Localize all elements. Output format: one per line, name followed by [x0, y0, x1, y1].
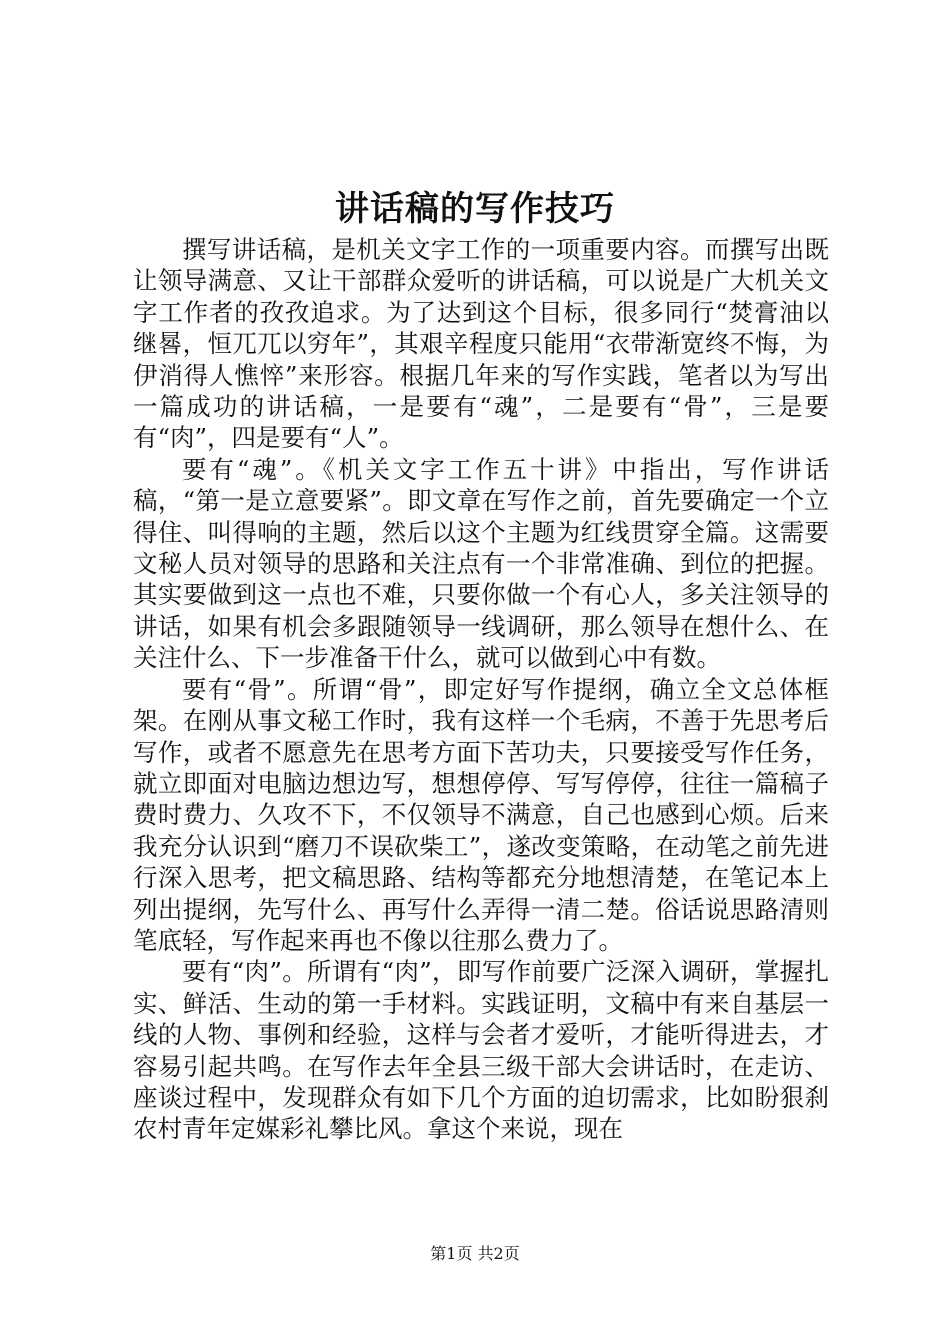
page-number-footer: 第1页 共2页 [430, 1244, 520, 1263]
paragraph-flesh: 要有“肉”。所谓有“肉”，即写作前要广泛深入调研，掌握扎实、鲜活、生动的第一手材料。实践证明，文稿中有来自基层一线的人物、事例和经验，这样与会者才爱听，才能听得进去，才容易引起共鸣。在写作去年全县三级干部大会讲话时，在走访、座谈过程中，发现群众有如下几个方面的迫切需求，比如盼狠刹农村青年定媒彩礼攀比风。拿这个来说，现在 [133, 957, 829, 1144]
document-title: 讲话稿的写作技巧 [335, 189, 615, 229]
paragraph-soul: 要有“魂”。《机关文字工作五十讲》中指出，写作讲话稿，“第一是立意要紧”。即文章在写作之前，首先要确定一个立得住、叫得响的主题，然后以这个主题为红线贯穿全篇。这需要文秘人员对领导的思路和关注点有一个非常准确、到位的把握。其实要做到这一点也不难，只要你做一个有心人，多关注领导的讲话，如果有机会多跟随领导一线调研，那么领导在想什么、在关注什么、下一步准备干什么，就可以做到心中有数。 [133, 454, 829, 673]
paragraph-intro: 撰写讲话稿，是机关文字工作的一项重要内容。而撰写出既让领导满意、又让干部群众爱听的讲话稿，可以说是广大机关文字工作者的孜孜追求。为了达到这个目标，很多同行“焚膏油以继晷，恒兀兀以穷年”，其艰辛程度只能用“衣带渐宽终不悔，为伊消得人憔悴”来形容。根据几年来的写作实践，笔者以为写出一篇成功的讲话稿，一是要有“魂”，二是要有“骨”，三是要有“肉”，四是要有“人”。 [133, 235, 829, 453]
document-body [133, 234, 829, 1145]
paragraph-bone: 要有“骨”。所谓“骨”，即定好写作提纲，确立全文总体框架。在刚从事文秘工作时，我有这样一个毛病，不善于先思考后写作，或者不愿意先在思考方面下苦功夫，只要接受写作任务，就立即面对电脑边想边写，想想停停、写写停停，往往一篇稿子费时费力、久攻不下，不仅领导不满意，自己也感到心烦。后来我充分认识到“磨刀不误砍柴工”，遂改变策略，在动笔之前先进行深入思考，把文稿思路、结构等都充分地想清楚，在笔记本上列出提纲，先写什么、再写什么弄得一清二楚。俗话说思路清则笔底轻，写作起来再也不像以往那么费力了。 [133, 674, 829, 955]
